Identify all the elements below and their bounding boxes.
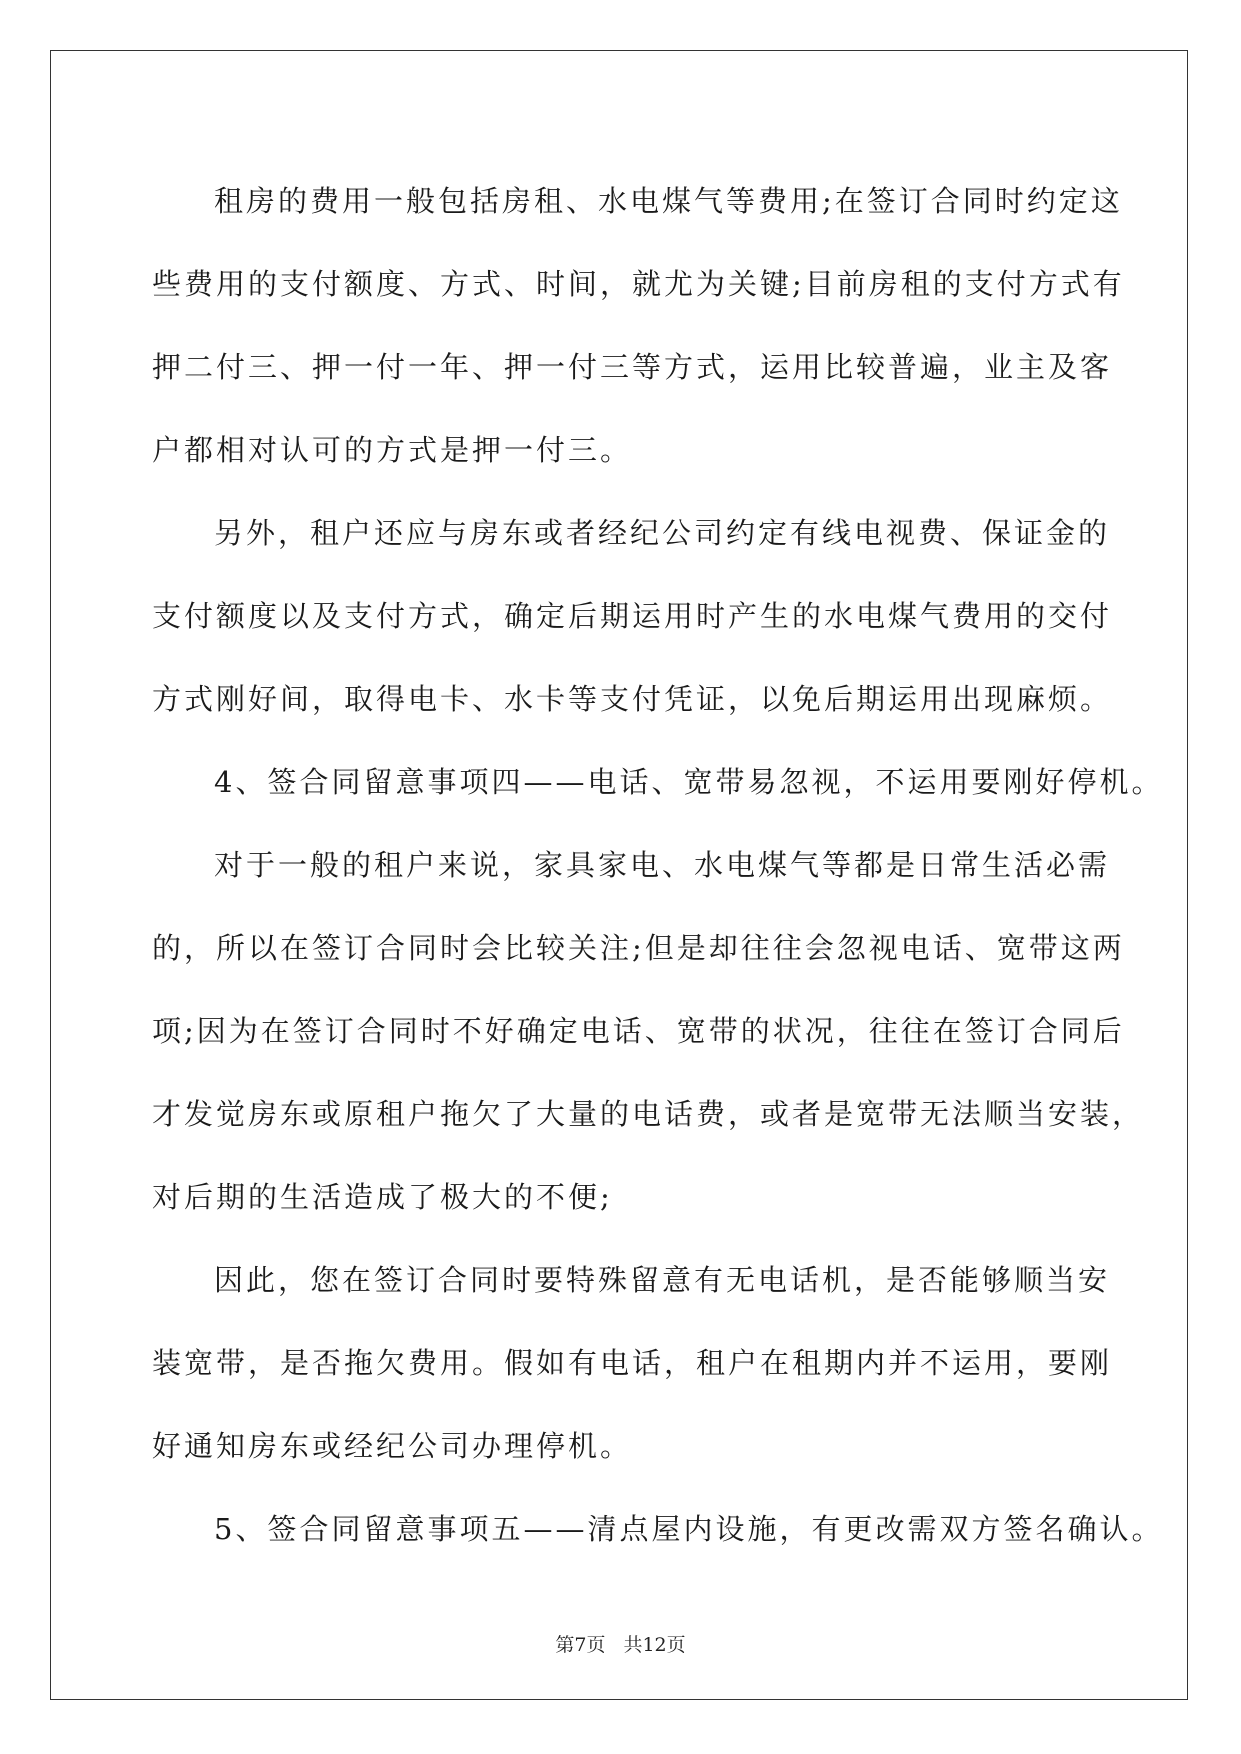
text-line: 租房的费用一般包括房租、水电煤气等费用;在签订合同时约定这 bbox=[214, 184, 1123, 218]
text-line: 项;因为在签订合同时不好确定电话、宽带的状况，往往在签订合同后 bbox=[152, 1014, 1125, 1048]
page-footer bbox=[0, 1630, 1241, 1657]
text-line: 才发觉房东或原租户拖欠了大量的电话费，或者是宽带无法顺当安装， bbox=[152, 1097, 1145, 1131]
text-line: 因此，您在签订合同时要特殊留意有无电话机，是否能够顺当安 bbox=[214, 1263, 1111, 1297]
section-heading-5 bbox=[152, 1488, 1164, 1571]
section-heading-4 bbox=[152, 741, 1164, 824]
text-line: 另外，租户还应与房东或者经纪公司约定有线电视费、保证金的 bbox=[214, 516, 1111, 550]
page-number: 第7页 bbox=[555, 1634, 606, 1656]
text-line: 户都相对认可的方式是押一付三。 bbox=[152, 433, 633, 467]
text-line: 方式刚好间，取得电卡、水卡等支付凭证，以免后期运用出现麻烦。 bbox=[152, 682, 1113, 716]
paragraph-therefore bbox=[152, 1239, 1113, 1488]
text-line: 的，所以在签订合同时会比较关注;但是却往往会忽视电话、宽带这两 bbox=[152, 931, 1125, 965]
text-line: 对于一般的租户来说，家具家电、水电煤气等都是日常生活必需 bbox=[214, 848, 1111, 882]
paragraph-phone-broadband bbox=[152, 824, 1145, 1239]
document-body bbox=[152, 160, 1164, 1571]
paragraph-other-fees bbox=[152, 492, 1113, 741]
text-line: 对后期的生活造成了极大的不便; bbox=[152, 1180, 613, 1214]
text-line: 5、签合同留意事项五——清点屋内设施，有更改需双方签名确认。 bbox=[214, 1512, 1164, 1546]
text-line: 好通知房东或经纪公司办理停机。 bbox=[152, 1429, 633, 1463]
text-line: 4、签合同留意事项四——电话、宽带易忽视，不运用要刚好停机。 bbox=[214, 765, 1164, 799]
text-line: 支付额度以及支付方式，确定后期运用时产生的水电煤气费用的交付 bbox=[152, 599, 1113, 633]
paragraph-rent-fees bbox=[152, 160, 1125, 492]
page-total: 共12页 bbox=[623, 1634, 686, 1656]
text-line: 押二付三、押一付一年、押一付三等方式，运用比较普遍，业主及客 bbox=[152, 350, 1113, 384]
text-line: 些费用的支付额度、方式、时间，就尤为关键;目前房租的支付方式有 bbox=[152, 267, 1125, 301]
text-line: 装宽带，是否拖欠费用。假如有电话，租户在租期内并不运用，要刚 bbox=[152, 1346, 1113, 1380]
